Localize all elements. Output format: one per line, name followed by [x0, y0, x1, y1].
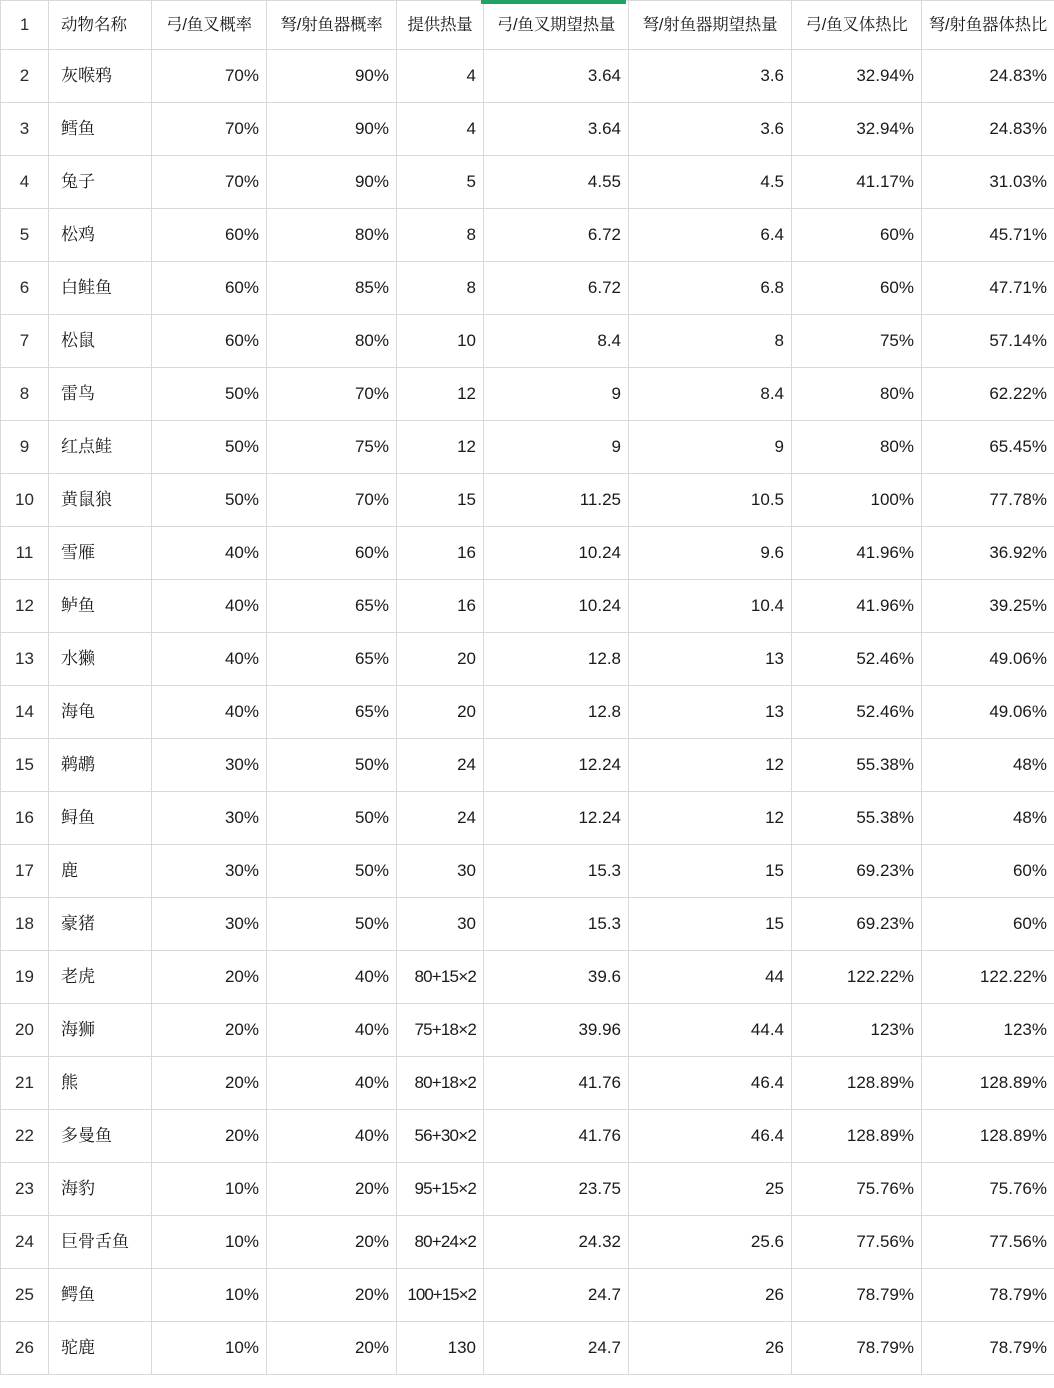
cell-index[interactable]: 19 [1, 951, 49, 1004]
cell-crossbow_prob[interactable]: 40% [267, 951, 397, 1004]
cell-name[interactable]: 驼鹿 [49, 1322, 152, 1375]
cell-crossbow_ratio[interactable]: 36.92% [922, 527, 1054, 580]
header-animal-name: 动物名称 [49, 1, 152, 50]
cell-crossbow_ratio[interactable]: 49.06% [922, 633, 1054, 686]
cell-name[interactable]: 白鲑鱼 [49, 262, 152, 315]
cell-bow_expected[interactable]: 6.72 [484, 209, 629, 262]
cell-heat[interactable]: 80+18×2 [397, 1057, 484, 1110]
cell-crossbow_ratio[interactable]: 65.45% [922, 421, 1054, 474]
cell-bow_expected[interactable]: 24.7 [484, 1322, 629, 1375]
cell-bow_prob[interactable]: 20% [152, 1110, 267, 1163]
cell-crossbow_expected[interactable]: 26 [629, 1322, 792, 1375]
header-bow-expected: 弓/鱼叉期望热量 [484, 1, 629, 50]
cell-bow_expected[interactable]: 12.24 [484, 792, 629, 845]
cell-name[interactable]: 多曼鱼 [49, 1110, 152, 1163]
cell-crossbow_prob[interactable]: 20% [267, 1163, 397, 1216]
table-row[interactable] [1, 527, 1054, 580]
cell-crossbow_expected[interactable]: 12 [629, 792, 792, 845]
table-row[interactable] [1, 686, 1054, 739]
cell-bow_expected[interactable]: 41.76 [484, 1110, 629, 1163]
cell-crossbow_ratio[interactable]: 123% [922, 1004, 1054, 1057]
cell-name[interactable]: 巨骨舌鱼 [49, 1216, 152, 1269]
cell-bow_expected[interactable]: 10.24 [484, 527, 629, 580]
cell-index[interactable]: 4 [1, 156, 49, 209]
active-column-marker [481, 0, 626, 4]
cell-bow_prob[interactable]: 10% [152, 1269, 267, 1322]
table-row[interactable] [1, 368, 1054, 421]
cell-crossbow_ratio[interactable]: 39.25% [922, 580, 1054, 633]
cell-bow_prob[interactable]: 30% [152, 739, 267, 792]
cell-crossbow_ratio[interactable]: 77.56% [922, 1216, 1054, 1269]
cell-crossbow_expected[interactable]: 9 [629, 421, 792, 474]
cell-bow_ratio[interactable]: 32.94% [792, 50, 922, 103]
cell-name[interactable]: 雪雁 [49, 527, 152, 580]
cell-heat[interactable]: 20 [397, 686, 484, 739]
cell-bow_expected[interactable]: 12.8 [484, 686, 629, 739]
cell-heat[interactable]: 16 [397, 527, 484, 580]
cell-index[interactable]: 11 [1, 527, 49, 580]
cell-crossbow_prob[interactable]: 50% [267, 845, 397, 898]
cell-crossbow_prob[interactable]: 80% [267, 315, 397, 368]
cell-crossbow_expected[interactable]: 10.4 [629, 580, 792, 633]
cell-name[interactable]: 鳄鱼 [49, 1269, 152, 1322]
table-row[interactable] [1, 580, 1054, 633]
cell-heat[interactable]: 56+30×2 [397, 1110, 484, 1163]
cell-crossbow_expected[interactable]: 8 [629, 315, 792, 368]
cell-bow_expected[interactable]: 4.55 [484, 156, 629, 209]
cell-crossbow_ratio[interactable]: 128.89% [922, 1110, 1054, 1163]
cell-bow_expected[interactable]: 39.6 [484, 951, 629, 1004]
cell-crossbow_ratio[interactable]: 78.79% [922, 1322, 1054, 1375]
table-row[interactable] [1, 421, 1054, 474]
cell-crossbow_expected[interactable]: 6.4 [629, 209, 792, 262]
cell-bow_prob[interactable]: 30% [152, 792, 267, 845]
cell-crossbow_prob[interactable]: 60% [267, 527, 397, 580]
cell-index[interactable]: 24 [1, 1216, 49, 1269]
cell-crossbow_expected[interactable]: 26 [629, 1269, 792, 1322]
cell-heat[interactable]: 12 [397, 421, 484, 474]
cell-name[interactable]: 熊 [49, 1057, 152, 1110]
table-row[interactable] [1, 898, 1054, 951]
cell-heat[interactable]: 95+15×2 [397, 1163, 484, 1216]
cell-bow_ratio[interactable]: 41.96% [792, 527, 922, 580]
cell-crossbow_prob[interactable]: 50% [267, 898, 397, 951]
cell-index[interactable]: 8 [1, 368, 49, 421]
cell-crossbow_prob[interactable]: 65% [267, 633, 397, 686]
cell-heat[interactable]: 30 [397, 898, 484, 951]
cell-heat[interactable]: 80+24×2 [397, 1216, 484, 1269]
cell-crossbow_ratio[interactable]: 24.83% [922, 50, 1054, 103]
table-row[interactable] [1, 633, 1054, 686]
cell-bow_ratio[interactable]: 128.89% [792, 1110, 922, 1163]
cell-bow_ratio[interactable]: 123% [792, 1004, 922, 1057]
cell-index[interactable]: 26 [1, 1322, 49, 1375]
cell-crossbow_ratio[interactable]: 57.14% [922, 315, 1054, 368]
table-row[interactable] [1, 1163, 1054, 1216]
cell-name[interactable]: 鹿 [49, 845, 152, 898]
cell-bow_ratio[interactable]: 41.96% [792, 580, 922, 633]
cell-crossbow_expected[interactable]: 13 [629, 633, 792, 686]
header-crossbow-prob: 弩/射鱼器概率 [267, 1, 397, 50]
cell-bow_expected[interactable]: 41.76 [484, 1057, 629, 1110]
cell-bow_prob[interactable]: 10% [152, 1322, 267, 1375]
cell-crossbow_prob[interactable]: 70% [267, 368, 397, 421]
cell-crossbow_ratio[interactable]: 122.22% [922, 951, 1054, 1004]
cell-bow_expected[interactable]: 24.7 [484, 1269, 629, 1322]
header-index: 1 [1, 1, 49, 50]
cell-crossbow_expected[interactable]: 44.4 [629, 1004, 792, 1057]
cell-bow_ratio[interactable]: 52.46% [792, 633, 922, 686]
cell-bow_ratio[interactable]: 69.23% [792, 898, 922, 951]
cell-bow_prob[interactable]: 70% [152, 156, 267, 209]
table-row[interactable] [1, 209, 1054, 262]
cell-bow_prob[interactable]: 50% [152, 421, 267, 474]
cell-heat[interactable]: 8 [397, 262, 484, 315]
cell-bow_ratio[interactable]: 75.76% [792, 1163, 922, 1216]
table-row[interactable] [1, 1216, 1054, 1269]
cell-bow_prob[interactable]: 40% [152, 527, 267, 580]
cell-bow_prob[interactable]: 50% [152, 474, 267, 527]
table-row[interactable] [1, 1057, 1054, 1110]
cell-index[interactable]: 21 [1, 1057, 49, 1110]
cell-index[interactable]: 12 [1, 580, 49, 633]
cell-index[interactable]: 17 [1, 845, 49, 898]
cell-bow_expected[interactable]: 23.75 [484, 1163, 629, 1216]
cell-crossbow_ratio[interactable]: 45.71% [922, 209, 1054, 262]
cell-crossbow_ratio[interactable]: 62.22% [922, 368, 1054, 421]
cell-crossbow_ratio[interactable]: 75.76% [922, 1163, 1054, 1216]
cell-bow_prob[interactable]: 20% [152, 1004, 267, 1057]
cell-index[interactable]: 13 [1, 633, 49, 686]
cell-crossbow_prob[interactable]: 65% [267, 686, 397, 739]
cell-heat[interactable]: 8 [397, 209, 484, 262]
cell-crossbow_prob[interactable]: 20% [267, 1269, 397, 1322]
cell-heat[interactable]: 75+18×2 [397, 1004, 484, 1057]
cell-name[interactable]: 黄鼠狼 [49, 474, 152, 527]
cell-crossbow_ratio[interactable]: 78.79% [922, 1269, 1054, 1322]
table-row[interactable] [1, 951, 1054, 1004]
cell-crossbow_prob[interactable]: 75% [267, 421, 397, 474]
cell-crossbow_expected[interactable]: 46.4 [629, 1110, 792, 1163]
cell-index[interactable]: 15 [1, 739, 49, 792]
cell-index[interactable]: 14 [1, 686, 49, 739]
cell-index[interactable]: 10 [1, 474, 49, 527]
cell-crossbow_expected[interactable]: 46.4 [629, 1057, 792, 1110]
cell-crossbow_prob[interactable]: 40% [267, 1057, 397, 1110]
cell-crossbow_ratio[interactable]: 48% [922, 792, 1054, 845]
cell-crossbow_expected[interactable]: 25 [629, 1163, 792, 1216]
table-row[interactable] [1, 156, 1054, 209]
table-row[interactable] [1, 50, 1054, 103]
table-row[interactable] [1, 739, 1054, 792]
cell-bow_prob[interactable]: 40% [152, 686, 267, 739]
header-bow-ratio: 弓/鱼叉体热比 [792, 1, 922, 50]
cell-name[interactable]: 水獭 [49, 633, 152, 686]
cell-crossbow_prob[interactable]: 85% [267, 262, 397, 315]
cell-index[interactable]: 25 [1, 1269, 49, 1322]
table-row[interactable] [1, 103, 1054, 156]
cell-crossbow_prob[interactable]: 90% [267, 103, 397, 156]
cell-heat[interactable]: 24 [397, 792, 484, 845]
cell-name[interactable]: 海狮 [49, 1004, 152, 1057]
cell-bow_ratio[interactable]: 128.89% [792, 1057, 922, 1110]
cell-crossbow_ratio[interactable]: 31.03% [922, 156, 1054, 209]
cell-bow_prob[interactable]: 20% [152, 951, 267, 1004]
cell-bow_prob[interactable]: 70% [152, 50, 267, 103]
cell-crossbow_expected[interactable]: 3.6 [629, 103, 792, 156]
cell-index[interactable]: 3 [1, 103, 49, 156]
cell-bow_prob[interactable]: 60% [152, 262, 267, 315]
cell-crossbow_prob[interactable]: 90% [267, 156, 397, 209]
cell-name[interactable]: 海龟 [49, 686, 152, 739]
cell-index[interactable]: 23 [1, 1163, 49, 1216]
cell-name[interactable]: 海豹 [49, 1163, 152, 1216]
cell-index[interactable]: 9 [1, 421, 49, 474]
cell-crossbow_expected[interactable]: 12 [629, 739, 792, 792]
cell-bow_prob[interactable]: 20% [152, 1057, 267, 1110]
cell-bow_expected[interactable]: 12.8 [484, 633, 629, 686]
cell-bow_ratio[interactable]: 100% [792, 474, 922, 527]
cell-bow_prob[interactable]: 40% [152, 580, 267, 633]
cell-bow_prob[interactable]: 10% [152, 1216, 267, 1269]
cell-heat[interactable]: 30 [397, 845, 484, 898]
cell-heat[interactable]: 15 [397, 474, 484, 527]
cell-crossbow_expected[interactable]: 13 [629, 686, 792, 739]
cell-bow_expected[interactable]: 10.24 [484, 580, 629, 633]
cell-name[interactable]: 兔子 [49, 156, 152, 209]
cell-crossbow_ratio[interactable]: 60% [922, 845, 1054, 898]
table-row[interactable] [1, 1269, 1054, 1322]
cell-index[interactable]: 2 [1, 50, 49, 103]
cell-crossbow_prob[interactable]: 50% [267, 739, 397, 792]
cell-heat[interactable]: 80+15×2 [397, 951, 484, 1004]
cell-bow_ratio[interactable]: 60% [792, 262, 922, 315]
cell-bow_expected[interactable]: 12.24 [484, 739, 629, 792]
cell-index[interactable]: 7 [1, 315, 49, 368]
table-row[interactable] [1, 845, 1054, 898]
cell-bow_prob[interactable]: 60% [152, 315, 267, 368]
cell-crossbow_expected[interactable]: 4.5 [629, 156, 792, 209]
cell-heat[interactable]: 4 [397, 103, 484, 156]
header-bow-prob: 弓/鱼叉概率 [152, 1, 267, 50]
table-header-row [1, 1, 1054, 50]
cell-bow_prob[interactable]: 40% [152, 633, 267, 686]
cell-heat[interactable]: 12 [397, 368, 484, 421]
cell-bow_expected[interactable]: 9 [484, 368, 629, 421]
cell-index[interactable]: 16 [1, 792, 49, 845]
cell-heat[interactable]: 5 [397, 156, 484, 209]
cell-crossbow_expected[interactable]: 9.6 [629, 527, 792, 580]
cell-name[interactable]: 松鸡 [49, 209, 152, 262]
cell-heat[interactable]: 24 [397, 739, 484, 792]
cell-bow_expected[interactable]: 24.32 [484, 1216, 629, 1269]
cell-bow_prob[interactable]: 30% [152, 845, 267, 898]
cell-heat[interactable]: 130 [397, 1322, 484, 1375]
cell-bow_prob[interactable]: 10% [152, 1163, 267, 1216]
cell-name[interactable]: 豪猪 [49, 898, 152, 951]
cell-crossbow_ratio[interactable]: 49.06% [922, 686, 1054, 739]
cell-crossbow_prob[interactable]: 70% [267, 474, 397, 527]
cell-bow_expected[interactable]: 39.96 [484, 1004, 629, 1057]
cell-crossbow_prob[interactable]: 50% [267, 792, 397, 845]
header-crossbow-ratio: 弩/射鱼器体热比 [922, 1, 1054, 50]
cell-bow_ratio[interactable]: 60% [792, 209, 922, 262]
cell-crossbow_prob[interactable]: 40% [267, 1110, 397, 1163]
cell-heat[interactable]: 16 [397, 580, 484, 633]
cell-bow_expected[interactable]: 3.64 [484, 50, 629, 103]
table-row[interactable] [1, 1110, 1054, 1163]
cell-index[interactable]: 18 [1, 898, 49, 951]
cell-crossbow_prob[interactable]: 65% [267, 580, 397, 633]
cell-crossbow_prob[interactable]: 20% [267, 1216, 397, 1269]
cell-bow_ratio[interactable]: 75% [792, 315, 922, 368]
cell-bow_expected[interactable]: 6.72 [484, 262, 629, 315]
cell-bow_expected[interactable]: 15.3 [484, 898, 629, 951]
cell-crossbow_prob[interactable]: 80% [267, 209, 397, 262]
cell-crossbow_ratio[interactable]: 48% [922, 739, 1054, 792]
cell-bow_prob[interactable]: 70% [152, 103, 267, 156]
cell-crossbow_ratio[interactable]: 128.89% [922, 1057, 1054, 1110]
cell-index[interactable]: 6 [1, 262, 49, 315]
cell-bow_expected[interactable]: 9 [484, 421, 629, 474]
cell-bow_ratio[interactable]: 69.23% [792, 845, 922, 898]
cell-bow_ratio[interactable]: 122.22% [792, 951, 922, 1004]
table-row[interactable] [1, 792, 1054, 845]
cell-crossbow_prob[interactable]: 40% [267, 1004, 397, 1057]
cell-heat[interactable]: 100+15×2 [397, 1269, 484, 1322]
cell-bow_ratio[interactable]: 77.56% [792, 1216, 922, 1269]
cell-bow_prob[interactable]: 60% [152, 209, 267, 262]
cell-heat[interactable]: 4 [397, 50, 484, 103]
table-row[interactable] [1, 262, 1054, 315]
table-row[interactable] [1, 1004, 1054, 1057]
table-body [1, 1, 1054, 1375]
cell-name[interactable]: 灰喉鸦 [49, 50, 152, 103]
cell-crossbow_ratio[interactable]: 77.78% [922, 474, 1054, 527]
cell-name[interactable]: 雷鸟 [49, 368, 152, 421]
cell-bow_prob[interactable]: 50% [152, 368, 267, 421]
cell-crossbow_ratio[interactable]: 60% [922, 898, 1054, 951]
cell-bow_expected[interactable]: 3.64 [484, 103, 629, 156]
cell-crossbow_prob[interactable]: 90% [267, 50, 397, 103]
cell-name[interactable]: 鹈鹕 [49, 739, 152, 792]
cell-bow_expected[interactable]: 15.3 [484, 845, 629, 898]
cell-bow_ratio[interactable]: 80% [792, 368, 922, 421]
table-row[interactable] [1, 315, 1054, 368]
cell-bow_ratio[interactable]: 78.79% [792, 1322, 922, 1375]
cell-name[interactable]: 老虎 [49, 951, 152, 1004]
cell-index[interactable]: 22 [1, 1110, 49, 1163]
cell-crossbow_expected[interactable]: 3.6 [629, 50, 792, 103]
cell-crossbow_ratio[interactable]: 47.71% [922, 262, 1054, 315]
cell-bow_ratio[interactable]: 55.38% [792, 739, 922, 792]
cell-name[interactable]: 鳕鱼 [49, 103, 152, 156]
cell-bow_expected[interactable]: 8.4 [484, 315, 629, 368]
cell-name[interactable]: 鲟鱼 [49, 792, 152, 845]
cell-crossbow_expected[interactable]: 15 [629, 845, 792, 898]
cell-crossbow_expected[interactable]: 8.4 [629, 368, 792, 421]
table-row[interactable] [1, 474, 1054, 527]
cell-index[interactable]: 5 [1, 209, 49, 262]
cell-crossbow_expected[interactable]: 10.5 [629, 474, 792, 527]
cell-crossbow_prob[interactable]: 20% [267, 1322, 397, 1375]
cell-bow_ratio[interactable]: 55.38% [792, 792, 922, 845]
cell-crossbow_ratio[interactable]: 24.83% [922, 103, 1054, 156]
cell-bow_expected[interactable]: 11.25 [484, 474, 629, 527]
cell-heat[interactable]: 20 [397, 633, 484, 686]
header-heat: 提供热量 [397, 1, 484, 50]
cell-crossbow_expected[interactable]: 25.6 [629, 1216, 792, 1269]
cell-bow_ratio[interactable]: 80% [792, 421, 922, 474]
cell-heat[interactable]: 10 [397, 315, 484, 368]
cell-index[interactable]: 20 [1, 1004, 49, 1057]
table-row[interactable] [1, 1322, 1054, 1375]
cell-name[interactable]: 松鼠 [49, 315, 152, 368]
cell-bow_ratio[interactable]: 52.46% [792, 686, 922, 739]
cell-crossbow_expected[interactable]: 15 [629, 898, 792, 951]
cell-bow_ratio[interactable]: 41.17% [792, 156, 922, 209]
cell-crossbow_expected[interactable]: 6.8 [629, 262, 792, 315]
cell-name[interactable]: 红点鲑 [49, 421, 152, 474]
cell-bow_prob[interactable]: 30% [152, 898, 267, 951]
header-crossbow-expected: 弩/射鱼器期望热量 [629, 1, 792, 50]
cell-bow_ratio[interactable]: 78.79% [792, 1269, 922, 1322]
cell-crossbow_expected[interactable]: 44 [629, 951, 792, 1004]
cell-name[interactable]: 鲈鱼 [49, 580, 152, 633]
cell-bow_ratio[interactable]: 32.94% [792, 103, 922, 156]
